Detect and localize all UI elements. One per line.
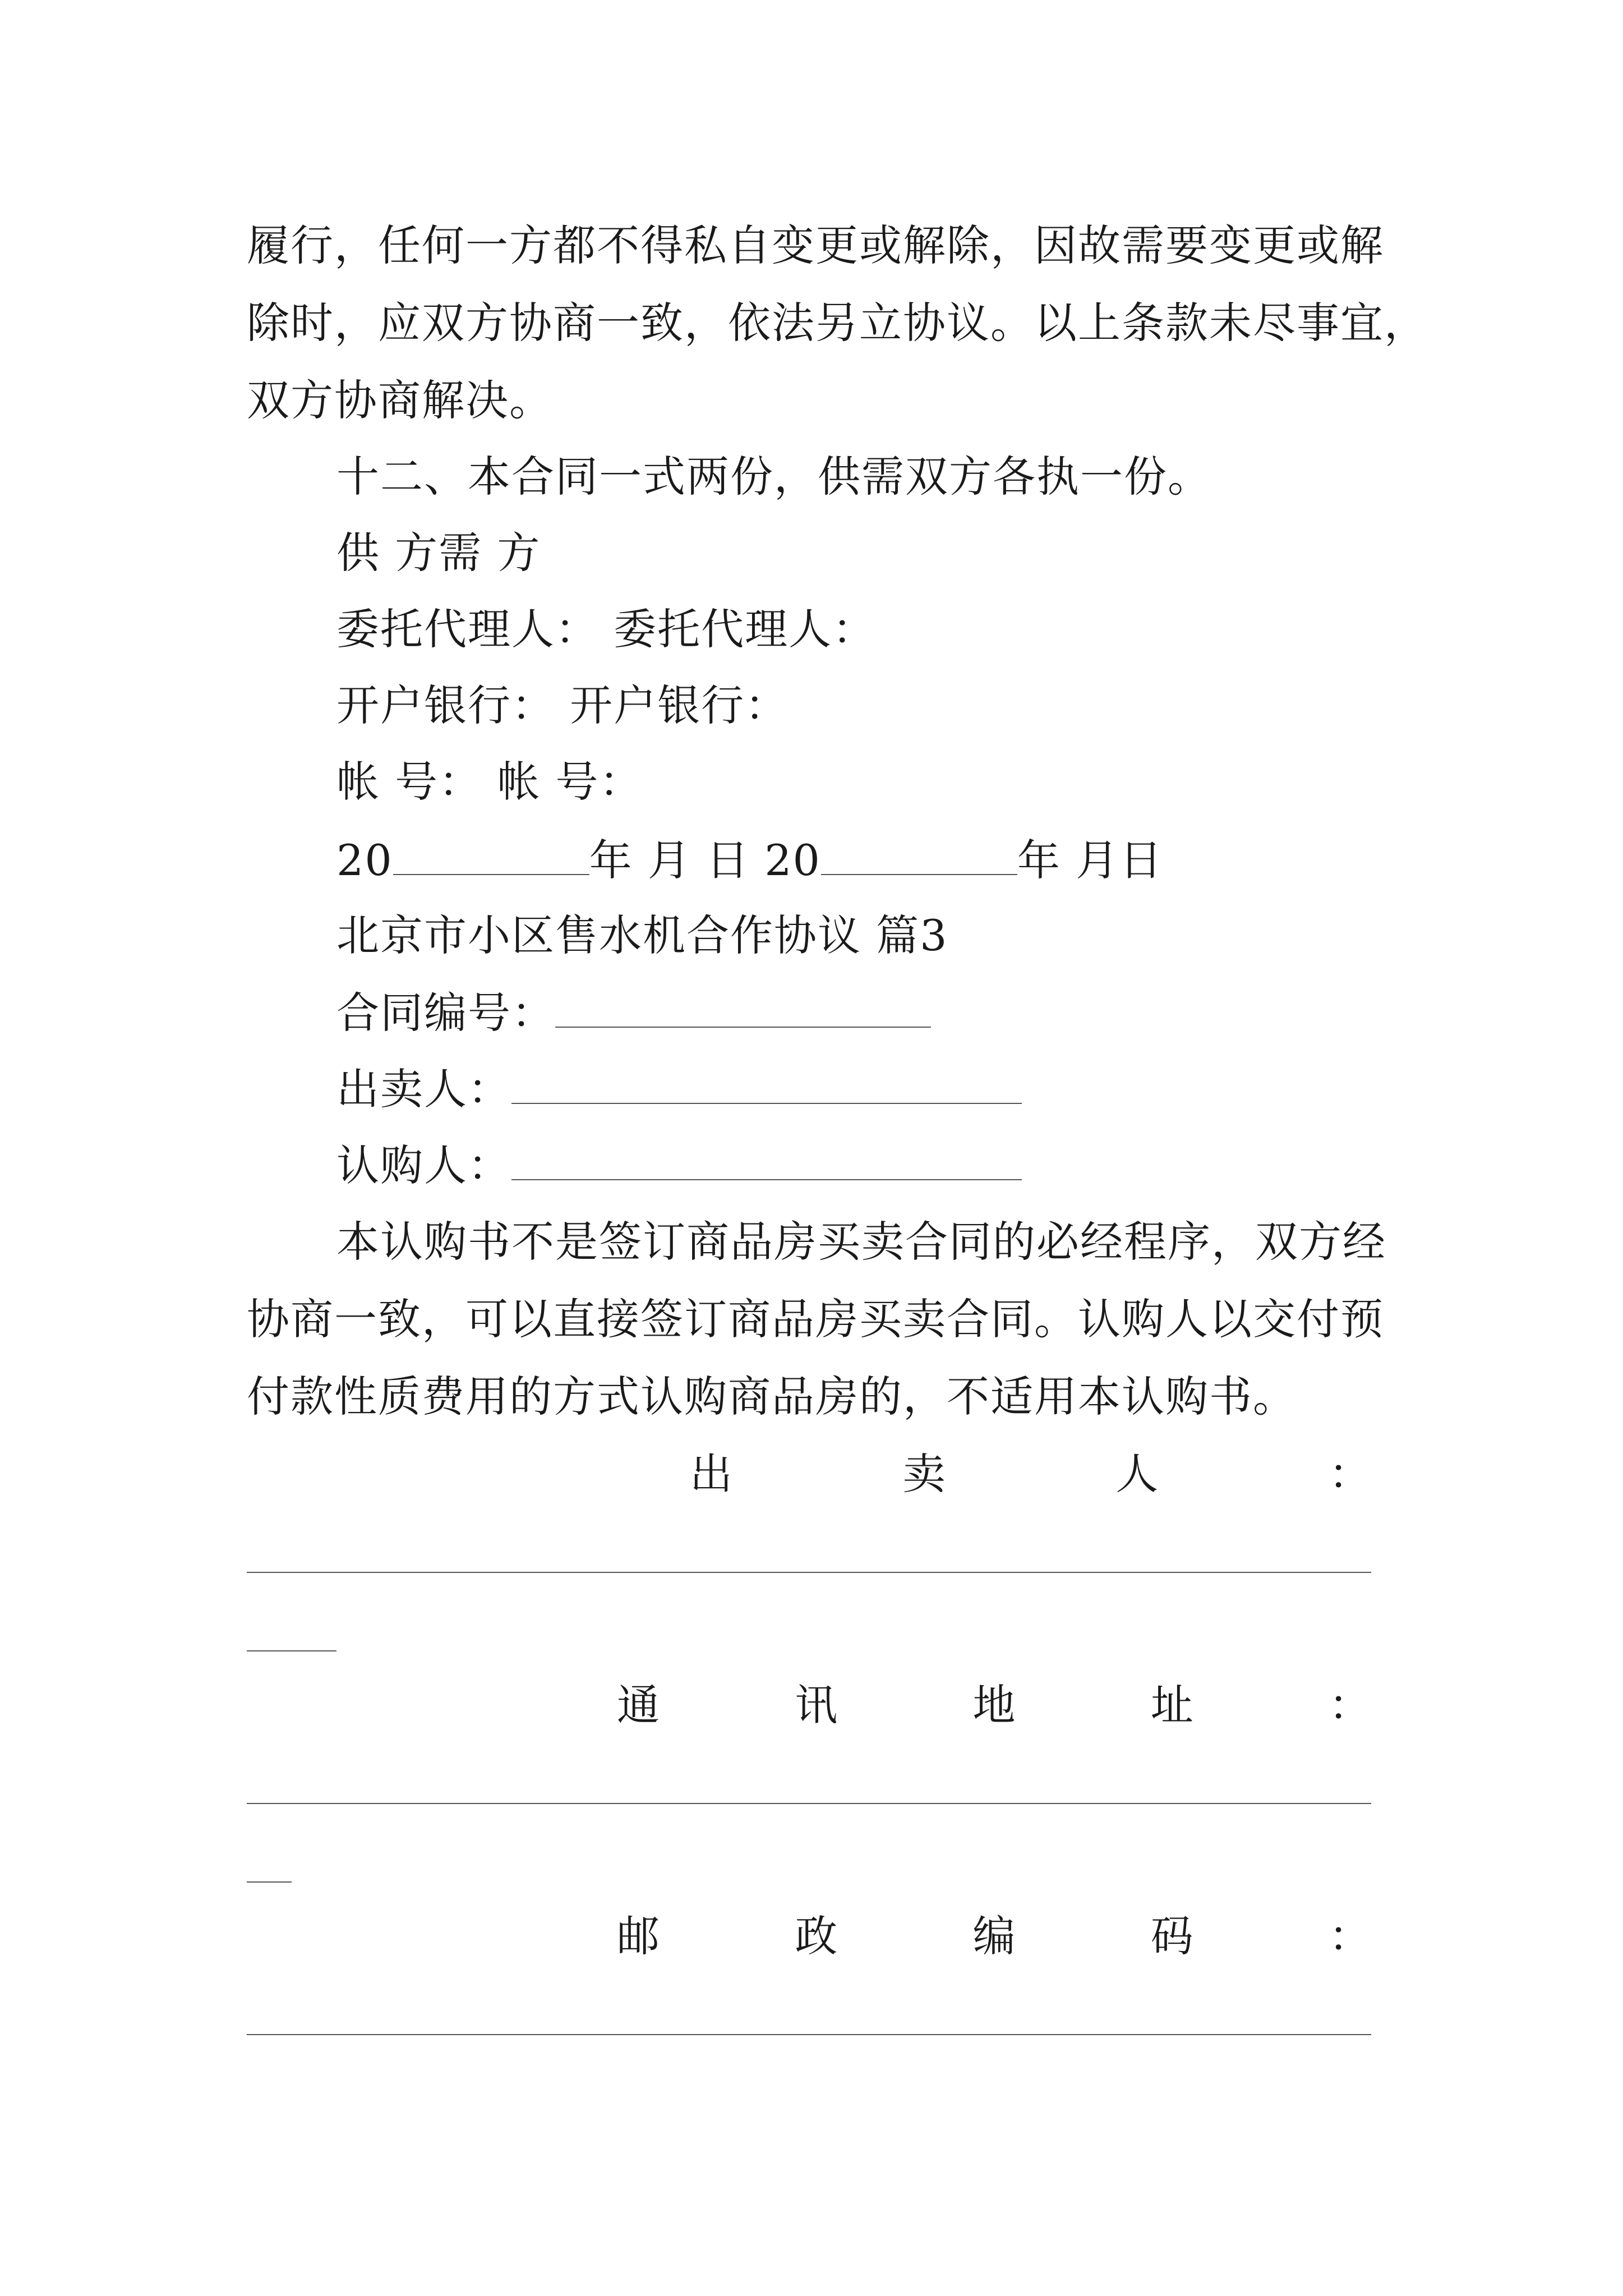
form-char: 地 xyxy=(972,1680,1016,1730)
paragraph-line: 本认购书不是签订商品房买卖合同的必经程序，双方经 xyxy=(336,1217,1386,1267)
paragraph-line: 协商一致，可以直接签订商品房买卖合同。认购人以交付预 xyxy=(247,1294,1384,1344)
form-seller-label xyxy=(690,1447,1371,1501)
signature-agents: 委托代理人： 委托代理人： xyxy=(336,604,877,654)
form-char: 码 xyxy=(1150,1911,1193,1961)
date-suffix: 年 月日 xyxy=(1017,835,1164,885)
paragraph-line: 除时，应双方协商一致，依法另立协议。以上条款未尽事宜， xyxy=(247,298,1428,348)
buyer-row xyxy=(336,1138,1022,1193)
signature-parties: 供 方需 方 xyxy=(336,528,541,578)
seller-blank xyxy=(511,1061,1022,1104)
form-char: 址 xyxy=(1150,1680,1193,1730)
form-char: 邮 xyxy=(617,1911,660,1961)
form-char: 政 xyxy=(795,1911,838,1961)
date-blank xyxy=(821,832,1017,875)
seller-label: 出卖人： xyxy=(336,1064,511,1114)
form-seller-line-end xyxy=(247,1650,336,1651)
form-postal-line xyxy=(247,2034,1371,2035)
paragraph-line: 履行，任何一方都不得私自变更或解除，因故需要变更或解 xyxy=(247,220,1384,270)
paragraph-line: 双方协商解决。 xyxy=(247,375,553,425)
date-prefix: 20 xyxy=(336,835,393,885)
contract-number-label: 合同编号： xyxy=(336,988,555,1038)
contract-number-blank xyxy=(555,985,931,1028)
clause-twelve: 十二、本合同一式两份，供需双方各执一份。 xyxy=(336,452,1211,501)
form-postal-label xyxy=(617,1910,1371,1963)
form-char: 人 xyxy=(1115,1449,1159,1499)
form-char: 卖 xyxy=(902,1449,946,1499)
form-char: 编 xyxy=(972,1911,1016,1961)
form-address-line-end xyxy=(247,1881,292,1883)
signature-date xyxy=(336,832,1163,887)
signature-banks: 开户银行： 开户银行： xyxy=(336,680,789,730)
form-char: ： xyxy=(1329,1911,1371,1961)
form-char: 出 xyxy=(690,1449,732,1499)
form-seller-line xyxy=(247,1572,1371,1573)
form-char: 讯 xyxy=(795,1680,838,1730)
form-char: 通 xyxy=(617,1680,660,1730)
section-title: 北京市小区售水机合作协议 篇3 xyxy=(336,910,948,960)
form-char: ： xyxy=(1329,1680,1371,1730)
form-address-line xyxy=(247,1803,1371,1804)
seller-row xyxy=(336,1061,1022,1116)
buyer-label: 认购人： xyxy=(336,1140,511,1190)
signature-accounts: 帐 号： 帐 号： xyxy=(336,757,643,807)
contract-number-row xyxy=(336,985,931,1040)
buyer-blank xyxy=(511,1138,1022,1180)
paragraph-line: 付款性质费用的方式认购商品房的，不适用本认购书。 xyxy=(247,1372,1297,1421)
date-middle: 年 月 日 20 xyxy=(589,835,821,885)
date-blank xyxy=(393,832,589,875)
form-address-label xyxy=(617,1678,1371,1732)
form-char: ： xyxy=(1328,1449,1371,1499)
